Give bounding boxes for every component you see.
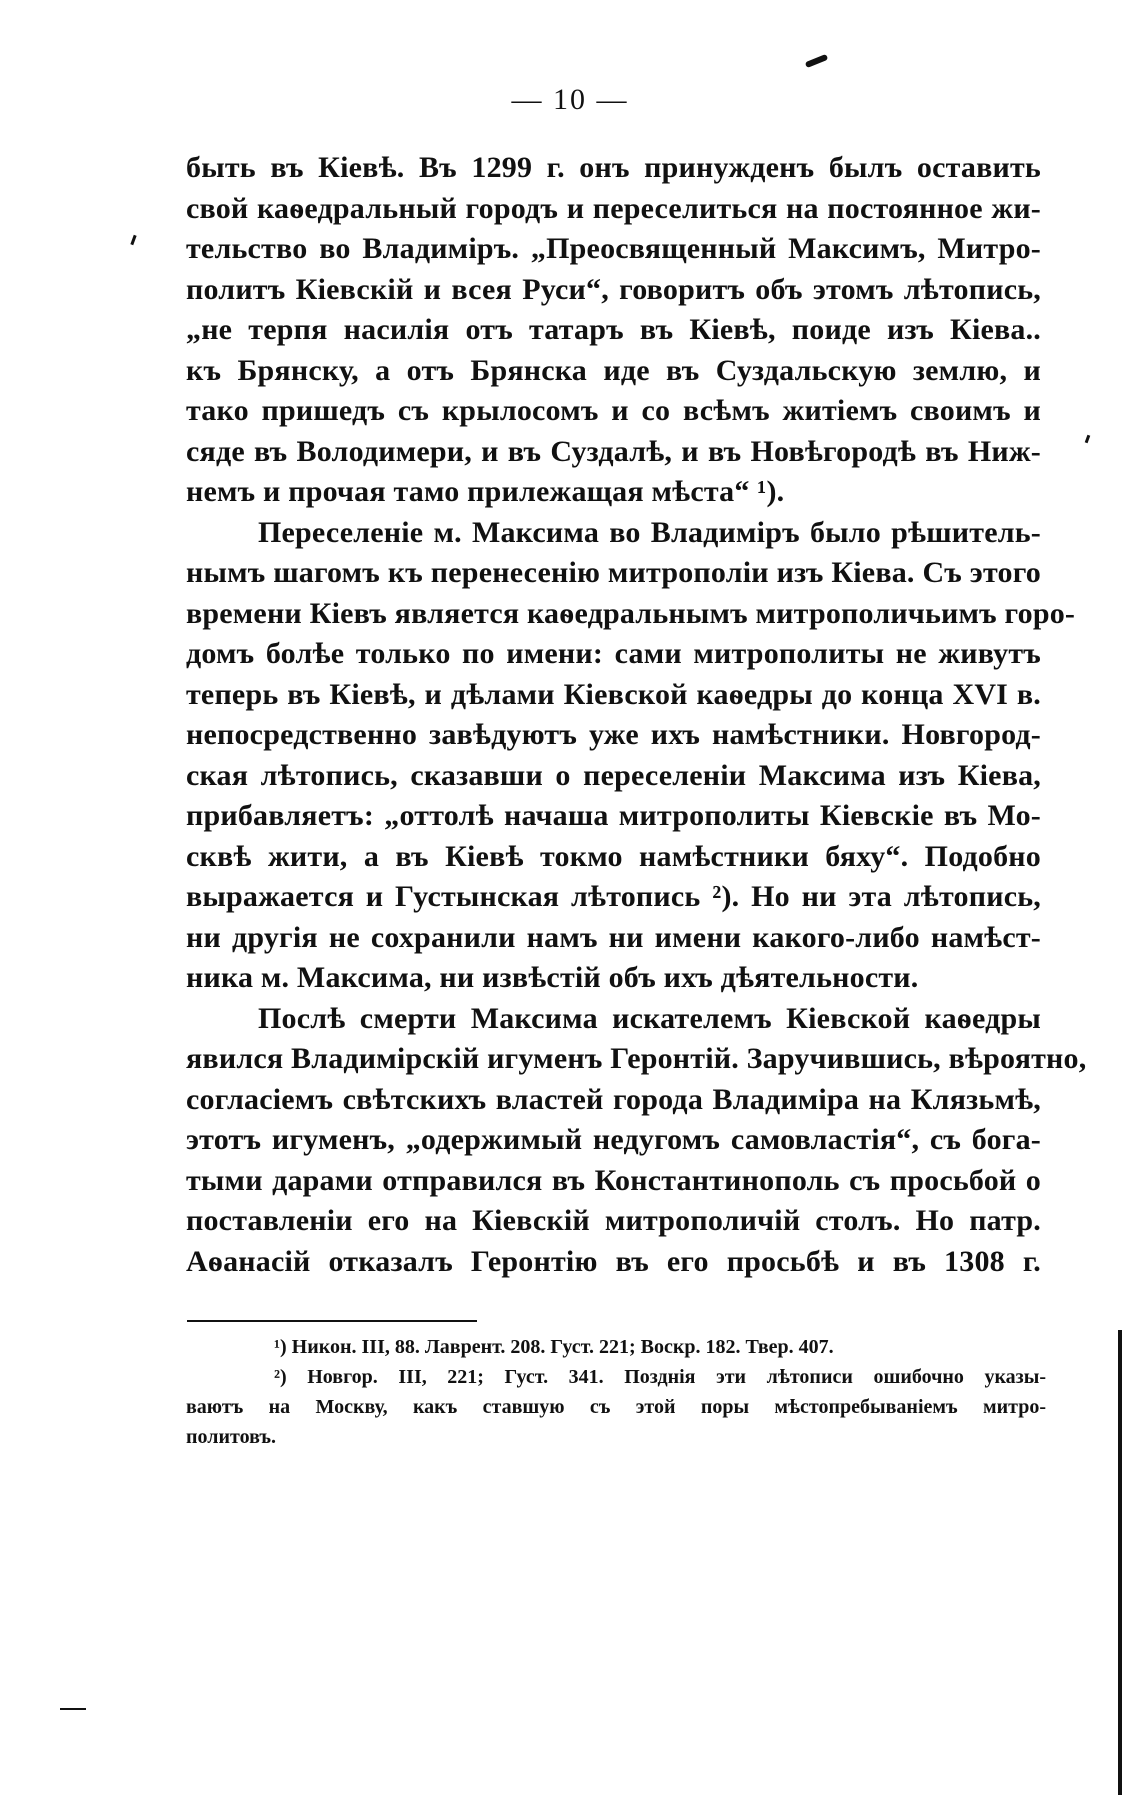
footnote: ²) Новгор. III, 221; Густ. 341. Позднія эти лѣтописи ошибочно указы-	[274, 1366, 1046, 1388]
ink-mark	[1085, 435, 1091, 444]
main-text	[186, 148, 1087, 1282]
footnote: ¹) Никон. III, 88. Лаврент. 208. Густ. 221; Воскр. 182. Твер. 407.	[274, 1336, 834, 1358]
text-line: времени Кіевъ является каѳедральнымъ митрополичьимъ горо-	[186, 596, 1076, 630]
text-line: свой каѳедральный городъ и переселиться на постоянное жи-	[186, 191, 1041, 225]
ink-mark	[805, 54, 829, 68]
text-line: тако пришедъ съ крылосомъ и со всѣмъ житіемъ своимъ и	[186, 394, 1041, 427]
text-line: „не терпя насилія отъ татаръ въ Кіевѣ, поиде изъ Кіева..	[186, 313, 1041, 346]
footnote-line: ваютъ на Москву, какъ ставшую съ этой поры мѣстопребываніемъ митро-	[186, 1396, 1046, 1418]
text-line: этотъ игуменъ, „одержимый недугомъ самовластія“, съ богa-	[186, 1123, 1041, 1156]
text-line: явился Владимірскій игуменъ Геронтій. Заручившись, вѣроятно,	[186, 1042, 1087, 1075]
paragraph-start: Переселеніе м. Максима во Владиміръ было рѣшитель-	[258, 515, 1041, 549]
footnote-divider	[187, 1320, 477, 1322]
page-edge-shadow	[1118, 1330, 1122, 1795]
text-line: нымъ шагомъ къ перенесенію митрополіи изъ Кіева. Съ этого	[186, 556, 1041, 589]
text-line: прибавляетъ: „оттолѣ начаша митрополиты Кіевскіе въ Мо-	[186, 799, 1041, 832]
ink-mark	[60, 1708, 86, 1710]
text-line: Аѳанасій отказалъ Геронтію въ его просьбѣ и въ 1308 г.	[186, 1244, 1041, 1278]
ink-mark	[130, 235, 136, 245]
text-line: согласіемъ свѣтскихъ властей города Владиміра на Клязьмѣ,	[186, 1082, 1041, 1116]
text-line: сяде въ Володимери, и въ Суздалѣ, и въ Новѣгородѣ въ Ниж-	[186, 434, 1041, 468]
text-line: ская лѣтопись, сказавши о переселеніи Максима изъ Кіева,	[186, 758, 1041, 792]
text-line: быть въ Кіевѣ. Въ 1299 г. онъ принужденъ былъ оставить	[186, 151, 1041, 184]
text-line: непосредственно завѣдуютъ уже ихъ намѣстники. Новгород-	[186, 718, 1041, 751]
text-line: немъ и прочая тамо прилежащая мѣста“ ¹).	[186, 475, 785, 508]
text-line: тельство во Владиміръ. „Преосвященный Максимъ, Митро-	[186, 232, 1041, 265]
text-line: теперь въ Кіевѣ, и дѣлами Кіевской каѳедры до конца XVI в.	[186, 677, 1041, 711]
text-line: домъ болѣе только по имени: сами митрополиты не живутъ	[186, 637, 1041, 670]
text-line: поставленіи его на Кіевскій митрополичій столъ. Но патр.	[186, 1204, 1041, 1237]
text-line: къ Брянску, а отъ Брянска иде въ Суздальскую землю, и	[186, 353, 1041, 387]
text-line: ни другія не сохранили намъ ни имени какого-либо намѣст-	[186, 920, 1041, 954]
text-line: тыми дарами отправился въ Константинополь съ просьбой о	[186, 1163, 1041, 1197]
footnote-line: политовъ.	[186, 1426, 277, 1448]
text-line: ника м. Максима, ни извѣстій объ ихъ дѣятельности.	[186, 961, 919, 994]
footnotes	[186, 1332, 1046, 1452]
text-line: выражается и Густынская лѣтопись ²). Но ни эта лѣтопись,	[186, 880, 1041, 913]
page-number: — 10 —	[511, 83, 629, 116]
paragraph-start: Послѣ смерти Максима искателемъ Кіевской каѳедры	[258, 1001, 1041, 1035]
text-line: политъ Кіевскій и всея Руси“, говоритъ объ этомъ лѣтопись,	[186, 272, 1041, 306]
text-line: сквѣ жити, а въ Кіевѣ токмо намѣстники бяху“. Подобно	[186, 839, 1041, 873]
